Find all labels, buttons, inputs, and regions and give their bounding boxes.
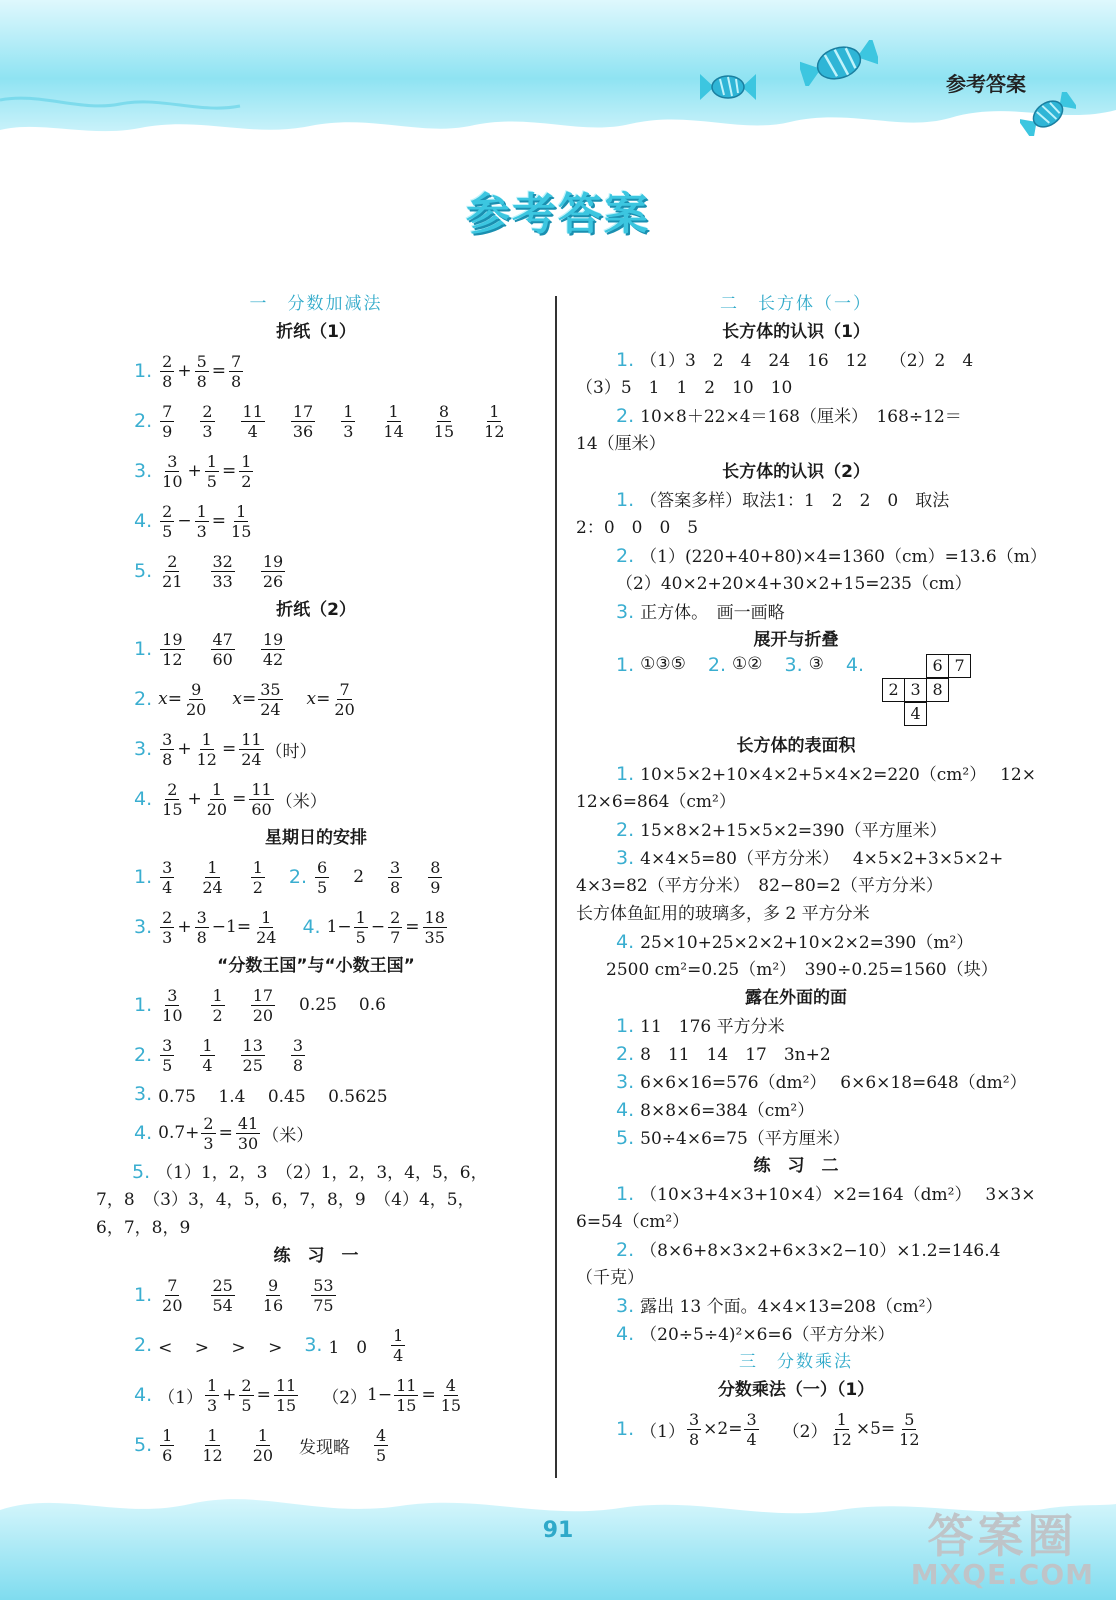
page-number: 91 [542, 1518, 574, 1543]
net-cell: 3 [904, 678, 927, 702]
net-cell: 6 [926, 654, 949, 678]
answer-text: 长方体鱼缸用的玻璃多，多 2 平方分米 [576, 904, 870, 924]
answer-row [576, 1180, 1036, 1208]
answer-text: 2500 cm²=0.25（m²） 390÷0.25=1560（块） [606, 960, 998, 980]
section-heading: 二 长方体（一） [720, 294, 872, 314]
answer-row: 1. $\frac{2}{8}$ + $\frac{5}{8}$ = $\frac{7}{8}$ [134, 351, 242, 391]
answer-text: 4×4×5=80（平方分米） 4×5×2+3×5×2+ [640, 849, 1004, 869]
unit-label: （时） [265, 741, 317, 762]
item-number: 5. [134, 1434, 153, 1456]
answer-row [576, 1068, 1027, 1096]
answer-text: 4×3=82（平方分米） 82−80=2（平方分米） [576, 876, 943, 896]
answer-row [576, 1124, 1016, 1152]
item-number: 2. [134, 1334, 153, 1356]
item-number: 1. [616, 1015, 635, 1037]
answer-row [576, 928, 1016, 956]
item-number: 3. [304, 1334, 323, 1356]
answer-text: 15×8×2+15×5×2=390（平方厘米） [640, 821, 947, 841]
subsection-heading: 星期日的安排 [265, 828, 367, 848]
answer-row [576, 1012, 1016, 1040]
item-number: 1. [616, 1418, 635, 1440]
subsection-heading: 长方体的表面积 [736, 736, 856, 756]
answer-text: 发现略 [299, 1437, 351, 1458]
answer-text: 1 0 [328, 1337, 368, 1358]
item-number: 4. [616, 931, 635, 953]
subsection-heading: 分数乘法（一）（1） [717, 1380, 875, 1400]
answer-value: 0.6 [358, 995, 386, 1015]
item-number: 4. [616, 1099, 635, 1121]
item-number: 4. [134, 1384, 153, 1406]
subsection-heading: 折纸（2） [276, 600, 356, 620]
part-label: （2） [322, 1387, 368, 1408]
answer-text: （8×6+8×3×2+6×3×2−10）×1.2=146.4 [640, 1241, 1001, 1261]
item-number: 1. [616, 763, 635, 785]
answer-text: （1）(220+40+80)×4=1360（cm）=13.6（m） [640, 547, 1047, 567]
net-cell: 2 [882, 678, 905, 702]
answer-text: 2：0 0 0 5 [576, 518, 699, 538]
answer-row [576, 844, 1016, 872]
item-number: 3. [134, 1083, 153, 1105]
item-number: 1. [134, 638, 153, 660]
answer-row [576, 598, 1016, 626]
answer-row: 1. $\frac{3}{4}$ $\frac{1}{24}$ $\frac{1}{2}$ 2. $\frac{6}{5}$ 2 $\frac{3}{8}$ $\frac{8}{9}$ [134, 857, 441, 897]
answer-text: 14（厘米） [576, 434, 666, 454]
answer-text: （1）3 2 4 24 16 12 （2）2 4 [640, 351, 974, 371]
answer-row: 3. $\frac{3}{10}$ + $\frac{1}{5}$ = $\frac{1}{2}$ [134, 451, 252, 491]
answer-row: 2. $\frac{7}{9}$ $\frac{2}{3}$ $\frac{11}{4}$ $\frac{17}{36}$ $\frac{1}{3}$ $\frac{1}{14}$ $\frac{8}{15}$ $\frac{1}{12}$ [134, 401, 505, 441]
item-number: 3. [134, 916, 153, 938]
item-number: 3. [784, 654, 803, 676]
item-number: 2. [134, 1044, 153, 1066]
answer-row [576, 1040, 1016, 1068]
answer-text: 8×8×6=384（cm²） [640, 1101, 815, 1121]
subsection-heading: 长方体的认识（2） [722, 462, 870, 482]
subsection-heading: “分数王国”与“小数王国” [217, 956, 415, 976]
answer-text: ①② [732, 654, 763, 674]
header-label: 参考答案 [946, 72, 1026, 96]
answer-text: 10×8＋22×4＝168（厘米） 168÷12＝ [640, 407, 962, 427]
answer-text: 25×10+25×2×2+10×2×2=390（m²） [640, 933, 974, 953]
item-number: 1. [616, 489, 635, 511]
answer-row: 1. （1） $\frac{3}{8}$ ×2= $\frac{3}{4}$ （2） $\frac{1}{12}$ ×5= $\frac{5}{12}$ [616, 1409, 920, 1449]
answer-row [576, 486, 1016, 514]
candy-icon [800, 40, 878, 86]
answer-row: 5. $\frac{1}{6}$ $\frac{1}{12}$ $\frac{1}{20}$ 发现略 $\frac{4}{5}$ [134, 1425, 387, 1465]
answer-row: 3. $\frac{2}{3}$ + $\frac{3}{8}$ −1= $\frac{1}{24}$ 4. 1− $\frac{1}{5}$ − $\frac{2}{7}$ = $\frac{18}{35}$ [134, 907, 445, 947]
answer-text: （答案多样）取法1：1 2 2 0 取法 [640, 491, 950, 511]
subsection-heading: 露在外面的面 [745, 988, 847, 1008]
watermark-logo: 答案圈 [927, 1509, 1078, 1563]
item-number: 1. [616, 654, 635, 676]
answer-text: 正方体。 画一画略 [640, 603, 785, 623]
answer-text: 8 11 14 17 3n+2 [640, 1045, 831, 1065]
subsection-heading: 练 习 一 [273, 1246, 359, 1266]
item-number: 1. [616, 1183, 635, 1205]
section-heading: 一 分数加减法 [249, 294, 383, 314]
item-number: 5. [616, 1127, 635, 1149]
answer-text: 11 176 平方分米 [640, 1017, 785, 1037]
answer-text: （1）1，2，3 （2）1，2，3，4，5，6， [156, 1163, 488, 1183]
answer-row [576, 760, 1036, 788]
item-number: 4. [302, 916, 321, 938]
item-number: 5. [132, 1161, 151, 1183]
answer-text: ③ [808, 654, 824, 674]
cube-net-diagram [880, 654, 990, 726]
candy-icon [1020, 92, 1076, 136]
item-number: 3. [616, 847, 635, 869]
right-column [576, 290, 1047, 1454]
answer-row [576, 654, 1016, 732]
answer-text: ×5= [855, 1419, 896, 1439]
net-cell: 4 [904, 702, 927, 726]
answer-text: < > > > [158, 1337, 283, 1358]
answer-row [576, 1292, 1016, 1320]
watermark-url: MXQE.COM [910, 1558, 1094, 1591]
answer-value: 0.25 [299, 995, 337, 1015]
answer-text: 6×6×16=576（dm²） 6×6×18=648（dm²） [640, 1073, 1027, 1093]
column-divider [555, 296, 557, 1478]
answer-row: 4. 0.7+ $\frac{2}{3}$ = $\frac{41}{30}$ （米） [134, 1113, 314, 1153]
answer-row: 2. x = $\frac{9}{20}$ x = $\frac{35}{24}$ x = $\frac{7}{20}$ [134, 679, 355, 719]
item-number: 2. [616, 405, 635, 427]
answer-row: 5. $\frac{2}{21}$ $\frac{32}{33}$ $\frac{19}{26}$ [134, 551, 284, 591]
item-number: 5. [134, 560, 153, 582]
item-number: 3. [134, 460, 153, 482]
item-number: 3. [616, 1071, 635, 1093]
answer-row: 3. $\frac{3}{8}$ + $\frac{1}{12}$ = $\frac{11}{24}$ （时） [134, 729, 317, 769]
subsection-heading: 折纸（1） [276, 322, 356, 342]
page-title: 参考答案 [466, 189, 650, 240]
answer-row: 1. $\frac{19}{12}$ $\frac{47}{60}$ $\frac{19}{42}$ [134, 629, 284, 669]
item-number: 4. [134, 1122, 153, 1144]
item-number: 4. [845, 654, 865, 676]
answer-row: 4. （1） $\frac{1}{3}$ + $\frac{2}{5}$ = $\frac{11}{15}$ （2） 1− $\frac{11}{15}$ = $\frac{4}{15}$ [134, 1375, 462, 1415]
item-number: 4. [134, 788, 153, 810]
answer-text: 6=54（cm²） [576, 1212, 690, 1232]
item-number: 4. [134, 510, 153, 532]
answer-row [576, 816, 1016, 844]
answer-row [96, 1080, 536, 1108]
answer-text: 露出 13 个面。4×4×13=208（cm²） [640, 1297, 943, 1317]
answer-row: 1. $\frac{7}{20}$ $\frac{25}{54}$ $\frac{9}{16}$ $\frac{53}{75}$ [134, 1275, 334, 1315]
item-number: 2. [134, 688, 153, 710]
net-cell: 7 [948, 654, 971, 678]
item-number: 1. [134, 994, 153, 1016]
net-cell: 8 [926, 678, 949, 702]
answer-row [96, 1158, 536, 1186]
item-number: 2. [616, 1043, 635, 1065]
answer-row [576, 1236, 1016, 1264]
answer-row [576, 1320, 1016, 1348]
answer-text: ①③⑤ [640, 654, 686, 674]
item-number: 2. [616, 545, 635, 567]
answer-row [576, 542, 1047, 570]
answer-row: 2. < > > > 3. 1 0 $\frac{1}{4}$ [134, 1325, 404, 1365]
answer-text: （千克） [576, 1268, 644, 1288]
item-number: 3. [134, 738, 153, 760]
item-number: 2. [288, 866, 308, 888]
unit-label: （米） [275, 791, 327, 812]
answer-row: 4. $\frac{2}{15}$ + $\frac{1}{20}$ = $\frac{11}{60}$ （米） [134, 779, 327, 819]
answer-text: 7，8 （3）3，4，5，6，7，8，9 （4）4，5， [96, 1190, 475, 1210]
item-number: 1. [616, 349, 635, 371]
item-number: 3. [616, 1295, 635, 1317]
answer-row [576, 346, 1016, 374]
watermark [910, 1509, 1094, 1591]
item-number: 2. [134, 410, 153, 432]
answer-text: （3）5 1 1 2 10 10 [576, 378, 793, 398]
left-column [96, 290, 536, 1470]
answer-text: ×2= [703, 1419, 743, 1439]
answer-row: 1. $\frac{3}{10}$ $\frac{1}{2}$ $\frac{17}{20}$ 0.25 0.6 [134, 985, 386, 1025]
answer-row: 4. $\frac{2}{5}$ − $\frac{1}{3}$ = $\frac{1}{15}$ [134, 501, 252, 541]
item-number: 1. [134, 360, 153, 382]
answer-text: （20÷5÷4)²×6=6（平方分米） [640, 1325, 895, 1345]
item-number: 1. [134, 1284, 153, 1306]
part-label: （1） [158, 1387, 203, 1408]
item-number: 2. [616, 819, 635, 841]
part-label: （2） [782, 1421, 828, 1442]
candy-icon [700, 70, 756, 104]
item-number: 2. [616, 1239, 635, 1261]
section-heading: 三 分数乘法 [739, 1352, 853, 1372]
answer-text: 6，7，8，9 [96, 1218, 191, 1238]
unit-label: （米） [262, 1125, 314, 1146]
answer-text: 50÷4×6=75（平方厘米） [640, 1129, 850, 1149]
item-number: 4. [616, 1323, 635, 1345]
answer-text: （2）40×2+20×4+30×2+15=235（cm） [616, 574, 972, 594]
answer-text: 0.7+ [158, 1123, 200, 1143]
item-number: 3. [616, 601, 635, 623]
subsection-heading: 展开与折叠 [753, 630, 839, 650]
item-number: 2. [707, 654, 727, 676]
item-number: 1. [134, 866, 153, 888]
part-label: （1） [640, 1421, 685, 1442]
subsection-heading: 练 习 二 [753, 1156, 839, 1176]
answer-text: 0.75 1.4 0.45 0.5625 [158, 1086, 388, 1107]
answer-row: 2. $\frac{3}{5}$ $\frac{1}{4}$ $\frac{13}{25}$ $\frac{3}{8}$ [134, 1035, 304, 1075]
answer-row [576, 1096, 1016, 1124]
answer-text: （10×3+4×3+10×4）×2=164（dm²） 3×3× [640, 1185, 1036, 1205]
answer-row [576, 402, 1016, 430]
subsection-heading: 长方体的认识（1） [722, 322, 870, 342]
answer-text: 10×5×2+10×4×2+5×4×2=220（cm²） 12× [640, 765, 1036, 785]
answer-text: 12×6=864（cm²） [576, 792, 736, 812]
